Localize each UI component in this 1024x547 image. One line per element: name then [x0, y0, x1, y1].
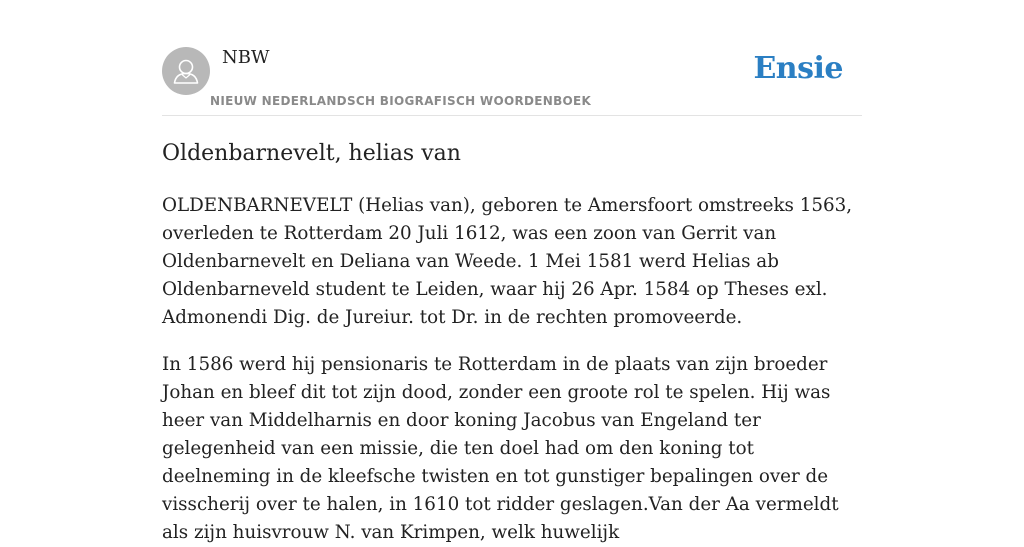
source-header — [162, 0, 862, 116]
content-container — [162, 0, 862, 543]
source-subtitle: NIEUW NEDERLANDSCH BIOGRAFISCH WOORDENBOEK — [210, 94, 592, 108]
brand-logo[interactable]: Ensie — [753, 51, 843, 86]
article-paragraph-1: OLDENBARNEVELT (Helias van), geboren te Amersfoort omstreeks 1563, overleden te Rotterdam 20 Juli 1612, was een zoon van Gerrit van Oldenbarnevelt en Deliana van Weede. 1 Mei 1581 werd Helias ab Oldenbarneveld student te Leiden, waar hij 26 Apr. 1584 op Theses exl. Admonendi Dig. de Jureiur. tot Dr. in de rechten promoveerde. — [162, 195, 853, 328]
avatar[interactable] — [162, 47, 210, 95]
article-paragraph-2: In 1586 werd hij pensionaris te Rotterdam in de plaats van zijn broeder Johan en bleef dit tot zijn dood, zonder een groote rol te spelen. Hij was heer van Middelharnis en door koning Jacobus van Engeland ter gelegenheid van een missie, die ten doel had om den koning tot deelneming in de kleefsche twisten en tot gunstiger bepalingen over de visscherij over te halen, in 1610 tot ridder geslagen.Van der Aa vermeldt als zijn huisvrouw N. van Krimpen, welk huwelijk — [162, 354, 839, 543]
article-title: Oldenbarnevelt, helias van — [162, 141, 461, 166]
user-icon — [162, 47, 210, 95]
source-name[interactable]: NBW — [222, 47, 270, 68]
